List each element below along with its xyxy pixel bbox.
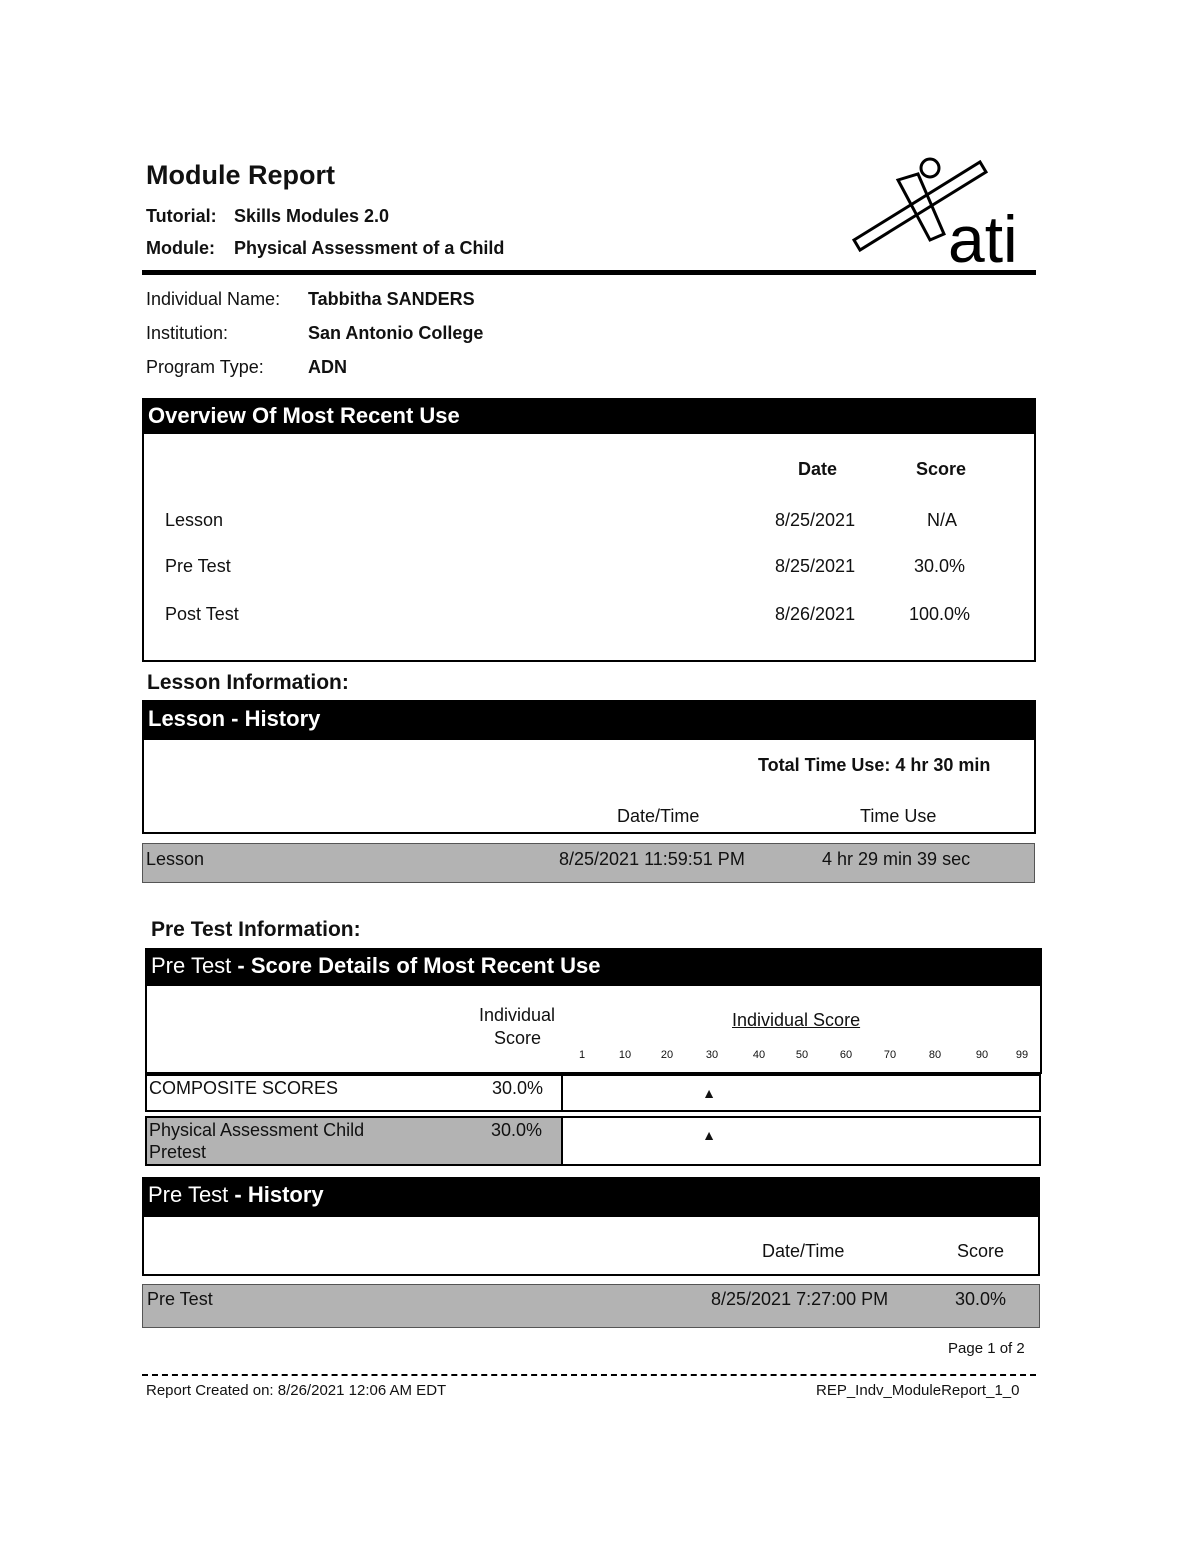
pretest-history-bar: [142, 1177, 1040, 1217]
overview-row-score: N/A: [927, 510, 958, 530]
pretest-history-row-score: 30.0%: [955, 1289, 1007, 1309]
module-value: Physical Assessment of a Child: [234, 238, 505, 258]
lesson-col-datetime: Date/Time: [617, 806, 700, 826]
composite-score-marker-icon: ▲: [702, 1085, 716, 1101]
overview-title: Overview Of Most Recent Use: [148, 403, 460, 428]
pretest-bar-title-light: Pre Test: [151, 953, 232, 978]
pretest-score-details-bar: [145, 948, 1042, 986]
pretest-scale-title: Individual Score: [732, 1010, 861, 1030]
pretest-history-col-datetime: Date/Time: [762, 1241, 845, 1261]
score-scale-tick: 20: [660, 1049, 674, 1061]
overview-row-name: Lesson: [165, 510, 224, 530]
pretest-col-score: Score: [494, 1028, 542, 1048]
score-scale-tick: 60: [839, 1049, 853, 1061]
report-created: Report Created on: 8/26/2021 12:06 AM EDT: [146, 1382, 447, 1399]
program-type-value: ADN: [308, 357, 347, 377]
score-scale-tick: 1: [578, 1049, 586, 1061]
tutorial-label: Tutorial:: [146, 206, 217, 226]
pretest-section-title: Pre Test Information:: [151, 918, 361, 941]
individual-name-line: [146, 289, 475, 310]
score-scale-tick: 50: [795, 1049, 809, 1061]
page-number: Page 1 of 2: [948, 1340, 1025, 1357]
score-scale-tick: 70: [883, 1049, 897, 1061]
ati-logo-text: ati: [948, 202, 1018, 270]
score-scale-tick: 80: [928, 1049, 942, 1061]
pretest-bar-title-bold: - Score Details of Most Recent Use: [231, 953, 601, 978]
lesson-history-bar: [142, 700, 1036, 740]
tutorial-value: Skills Modules 2.0: [234, 206, 390, 226]
lesson-total-time: Total Time Use: 4 hr 30 min: [758, 755, 991, 775]
lesson-row-timeuse: 4 hr 29 min 39 sec: [822, 849, 971, 869]
header-rule: [142, 270, 1036, 275]
score-scale-tick: 90: [975, 1049, 989, 1061]
physical-assessment-score-marker-icon: ▲: [702, 1127, 716, 1143]
composite-scale-cell: [561, 1074, 1041, 1112]
institution-value: San Antonio College: [308, 323, 484, 343]
physical-assessment-row-name-line1: Physical Assessment Child: [149, 1120, 365, 1140]
pretest-score-header-box: [145, 985, 1042, 1074]
individual-name-label: Individual Name:: [146, 289, 281, 309]
pretest-history-row-name: Pre Test: [147, 1289, 213, 1309]
pretest-history-title-bold: - History: [228, 1182, 324, 1207]
composite-row-name: COMPOSITE SCORES: [149, 1078, 339, 1098]
tutorial-line: [146, 206, 389, 227]
composite-row-score: 30.0%: [492, 1078, 544, 1098]
page-title: Module Report: [146, 160, 335, 190]
lesson-row-name: Lesson: [146, 849, 205, 869]
overview-row-name: Post Test: [165, 604, 239, 624]
lesson-section-title: Lesson Information:: [147, 671, 349, 694]
physical-assessment-scale-cell: [561, 1116, 1041, 1166]
program-type-label: Program Type:: [146, 357, 264, 377]
overview-col-date: Date: [798, 459, 838, 479]
score-scale-tick: 40: [752, 1049, 766, 1061]
pretest-history-row: [142, 1284, 1040, 1328]
overview-row-score: 30.0%: [914, 556, 966, 576]
overview-row-date: 8/25/2021: [775, 510, 856, 530]
report-id: REP_Indv_ModuleReport_1_0: [816, 1382, 1020, 1399]
score-scale-tick: 30: [705, 1049, 719, 1061]
program-type-line: [146, 357, 347, 378]
overview-row-date: 8/25/2021: [775, 556, 856, 576]
score-scale-tick: 99: [1015, 1049, 1029, 1061]
institution-line: [146, 323, 483, 344]
footer-divider: [142, 1374, 1036, 1376]
module-label: Module:: [146, 238, 215, 258]
physical-assessment-row-score: 30.0%: [491, 1120, 543, 1140]
lesson-history-title: Lesson - History: [148, 706, 321, 731]
score-scale-tick: 10: [618, 1049, 632, 1061]
pretest-col-individual: Individual: [479, 1005, 556, 1025]
pretest-history-box: [142, 1215, 1040, 1276]
institution-label: Institution:: [146, 323, 229, 343]
ati-logo: [848, 150, 1038, 270]
lesson-col-timeuse: Time Use: [860, 806, 937, 826]
individual-name-value: Tabbitha SANDERS: [308, 289, 475, 309]
overview-row-name: Pre Test: [165, 556, 231, 576]
pretest-history-col-score: Score: [957, 1241, 1005, 1261]
pretest-history-row-datetime: 8/25/2021 7:27:00 PM: [711, 1289, 889, 1309]
overview-row-score: 100.0%: [909, 604, 971, 624]
physical-assessment-row-name-line2: Pretest: [149, 1142, 207, 1162]
overview-row-date: 8/26/2021: [775, 604, 856, 624]
pretest-history-title-light: Pre Test: [148, 1182, 229, 1207]
overview-header-bar: [142, 398, 1036, 434]
module-line: [146, 238, 504, 259]
overview-box: [142, 432, 1036, 662]
lesson-row-datetime: 8/25/2021 11:59:51 PM: [559, 849, 745, 869]
overview-col-score: Score: [916, 459, 967, 479]
